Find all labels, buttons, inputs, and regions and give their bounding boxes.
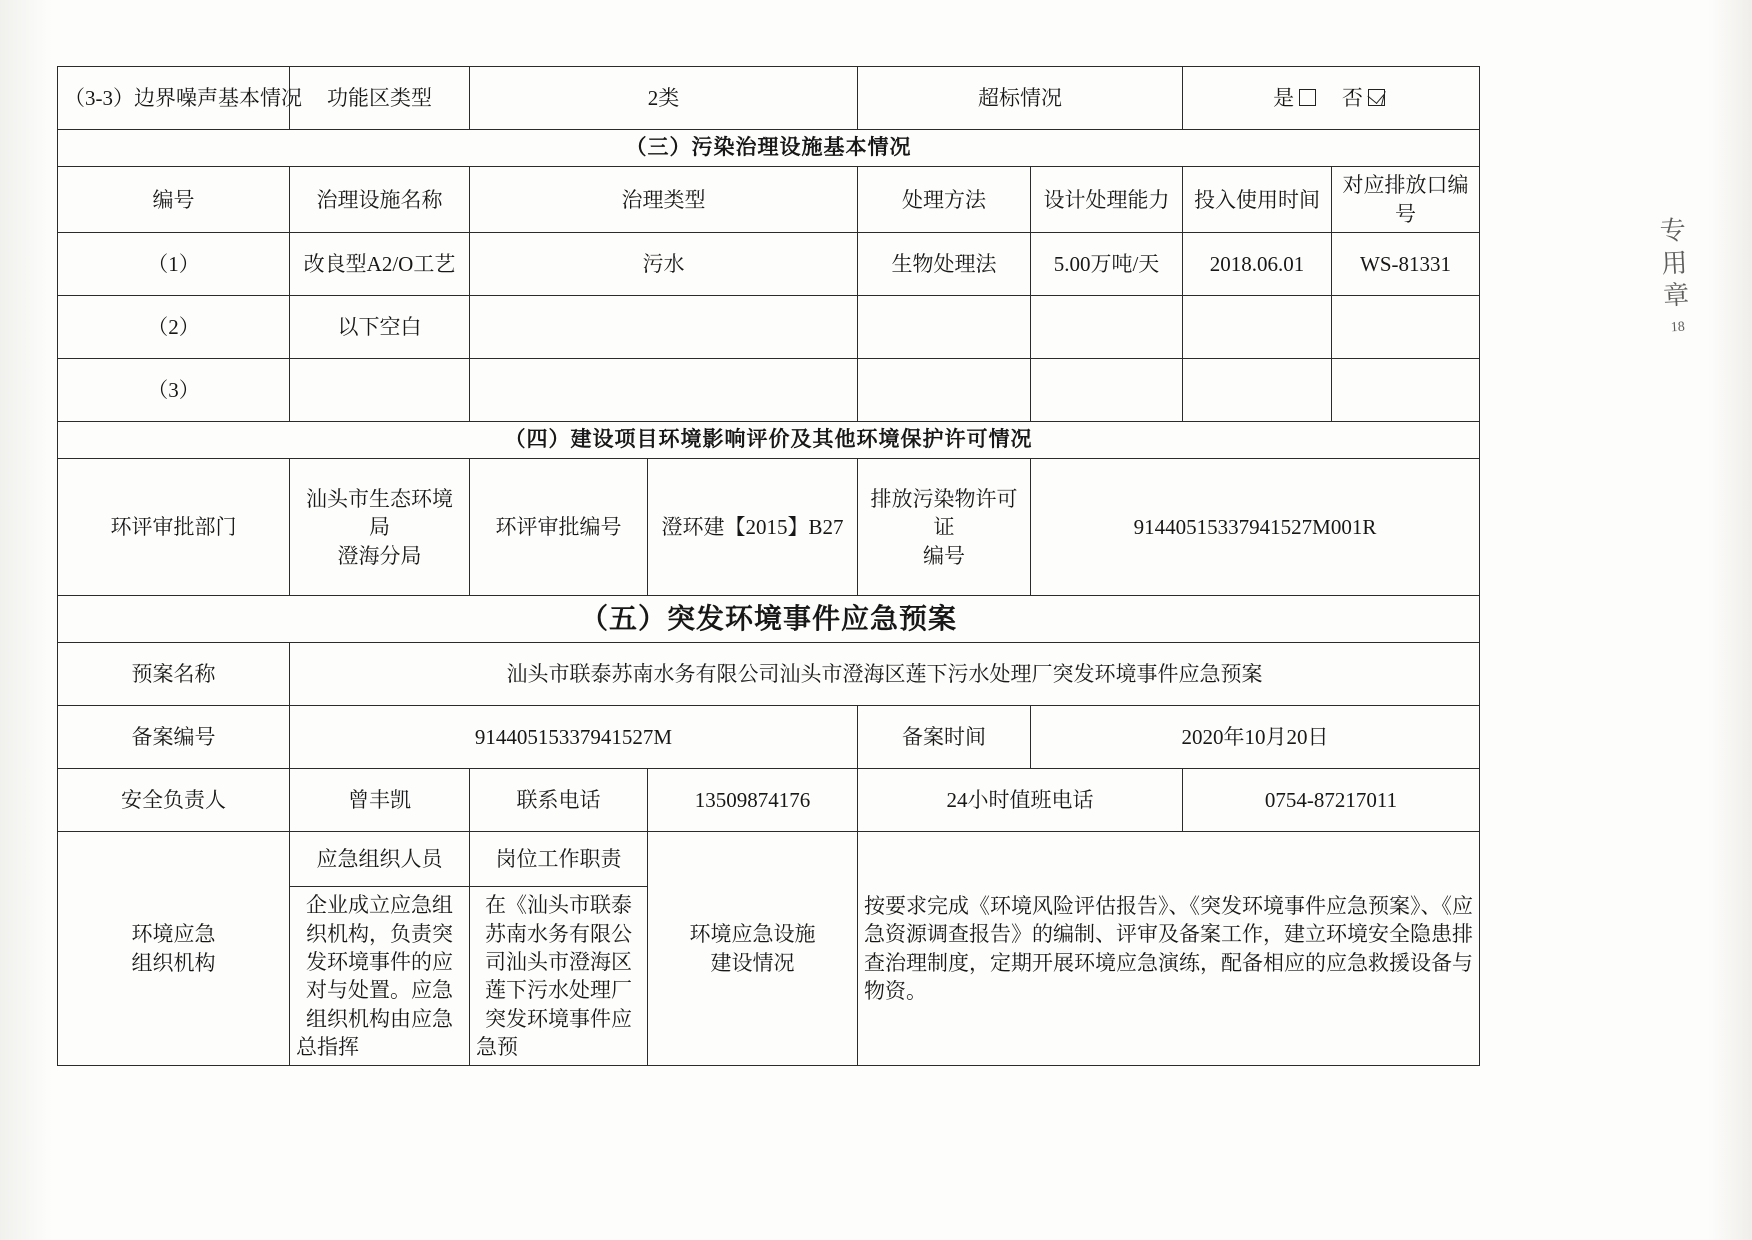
table-row-facility-2: [58, 296, 1480, 359]
section3-header-5: 投入使用时间: [1183, 167, 1332, 233]
stamp-char-1: 专: [1658, 215, 1687, 246]
checkbox-no-checked-icon[interactable]: [1368, 89, 1385, 106]
plan-name-label: 预案名称: [58, 643, 290, 706]
org-duty-text: 在《汕头市联泰苏南水务有限公司汕头市澄海区莲下污水处理厂突发环境事件应急预: [470, 887, 648, 1066]
noise-zone-type-label: 功能区类型: [290, 67, 470, 130]
table-row-org-header: [58, 832, 1480, 887]
table-row-noise: [58, 67, 1480, 130]
stamp-char-3: 章: [1662, 280, 1690, 311]
scan-edge-right: [1708, 0, 1752, 1240]
facility-1-type: 污水: [470, 233, 858, 296]
facility-2-no: （2）: [58, 296, 290, 359]
table-row-facility-1: [58, 233, 1480, 296]
facility-1-method: 生物处理法: [858, 233, 1031, 296]
hotline-label: 24小时值班电话: [858, 769, 1183, 832]
eia-no-value: 澄环建【2015】B27: [648, 459, 858, 596]
record-time-value: 2020年10月20日: [1031, 706, 1480, 769]
facility-2-outlet: [1332, 296, 1480, 359]
section3-header-3: 处理方法: [858, 167, 1031, 233]
table-row-section4-title: [58, 422, 1480, 459]
facility-1-outlet: WS-81331: [1332, 233, 1480, 296]
checkbox-yes-icon[interactable]: [1299, 89, 1316, 106]
section3-title: （三）污染治理设施基本情况: [58, 130, 1480, 167]
facility-2-method: [858, 296, 1031, 359]
environmental-report-table: [57, 66, 1480, 1066]
section3-header-6: 对应排放口编号: [1332, 167, 1480, 233]
eia-dept-value-line2: 澄海分局: [337, 543, 422, 568]
facility-status-label: [648, 832, 858, 1066]
facility-2-capacity: [1031, 296, 1183, 359]
phone-label: 联系电话: [470, 769, 648, 832]
facility-1-no: （1）: [58, 233, 290, 296]
noise-exceed-yes-label: 是: [1273, 85, 1297, 110]
facility-status-label-line1: 环境应急设施: [689, 922, 816, 947]
facility-3-method: [858, 359, 1031, 422]
table-row-plan-name: [58, 643, 1480, 706]
facility-status-label-line2: 建设情况: [710, 950, 795, 975]
eia-dept-label: 环评审批部门: [58, 459, 290, 596]
record-time-label: 备案时间: [858, 706, 1031, 769]
noise-exceed-value: [1183, 67, 1480, 130]
facility-3-date: [1183, 359, 1332, 422]
table-row-section3-title: [58, 130, 1480, 167]
safety-person-value: 曾丰凯: [290, 769, 470, 832]
table-row-section5-title: [58, 596, 1480, 643]
permit-no-value: 91440515337941527M001R: [1031, 459, 1480, 596]
facility-3-outlet: [1332, 359, 1480, 422]
table-row-section3-header: [58, 167, 1480, 233]
facility-3-capacity: [1031, 359, 1183, 422]
section5-title: （五）突发环境事件应急预案: [58, 596, 1480, 643]
noise-label: （3-3）边界噪声基本情况: [58, 67, 290, 130]
facility-2-date: [1183, 296, 1332, 359]
scan-edge-left: [0, 0, 52, 1240]
record-no-value: 91440515337941527M: [290, 706, 858, 769]
table-row-contacts: [58, 769, 1480, 832]
org-structure-label-line1: 环境应急: [131, 922, 216, 947]
org-person-text: 企业成立应急组织机构，负责突发环境事件的应对与处置。应急组织机构由应急总指挥: [290, 887, 470, 1066]
org-structure-label-line2: 组织机构: [131, 950, 216, 975]
noise-exceed-no-label: 否: [1341, 85, 1365, 110]
plan-name-value: 汕头市联泰苏南水务有限公司汕头市澄海区莲下污水处理厂突发环境事件应急预案: [290, 643, 1480, 706]
section4-title: （四）建设项目环境影响评价及其他环境保护许可情况: [58, 422, 1480, 459]
facility-status-text: 按要求完成《环境风险评估报告》、《突发环境事件应急预案》、《应急资源调查报告》的编制、评审及备案工作，建立环境安全隐患排查治理制度，定期开展环境应急演练，配备相应的应急救援设备与物资。: [858, 832, 1480, 1066]
noise-exceed-label: 超标情况: [858, 67, 1183, 130]
org-structure-label: [58, 832, 290, 1066]
table-row-section4-content: [58, 459, 1480, 596]
permit-no-label: [858, 459, 1031, 596]
section3-header-2: 治理类型: [470, 167, 858, 233]
table-row-facility-3: [58, 359, 1480, 422]
eia-dept-value: [290, 459, 470, 596]
phone-value: 13509874176: [648, 769, 858, 832]
facility-1-name: 改良型A2/O工艺: [290, 233, 470, 296]
record-no-label: 备案编号: [58, 706, 290, 769]
section3-header-0: 编号: [58, 167, 290, 233]
permit-no-label-line2: 编号: [923, 543, 965, 568]
stamp-char-2: 用: [1660, 247, 1689, 279]
facility-1-capacity: 5.00万吨/天: [1031, 233, 1183, 296]
facility-2-name: 以下空白: [290, 296, 470, 359]
eia-no-label: 环评审批编号: [470, 459, 648, 596]
facility-1-date: 2018.06.01: [1183, 233, 1332, 296]
section3-header-4: 设计处理能力: [1031, 167, 1183, 233]
noise-zone-type-value: 2类: [470, 67, 858, 130]
org-duty-header: 岗位工作职责: [470, 832, 648, 887]
hotline-value: 0754-87217011: [1183, 769, 1480, 832]
facility-3-type: [470, 359, 858, 422]
facility-3-no: （3）: [58, 359, 290, 422]
eia-dept-value-line1: 汕头市生态环境局: [306, 486, 453, 540]
section3-header-1: 治理设施名称: [290, 167, 470, 233]
table-row-record: [58, 706, 1480, 769]
safety-person-label: 安全负责人: [58, 769, 290, 832]
facility-2-type: [470, 296, 858, 359]
stamp-number: 18: [1670, 319, 1686, 335]
org-person-header: 应急组织人员: [290, 832, 470, 887]
facility-3-name: [290, 359, 470, 422]
handwritten-stamp: [1627, 213, 1731, 487]
permit-no-label-line1: 排放污染物许可证: [870, 486, 1018, 540]
noise-exceed-options: [1273, 84, 1389, 112]
